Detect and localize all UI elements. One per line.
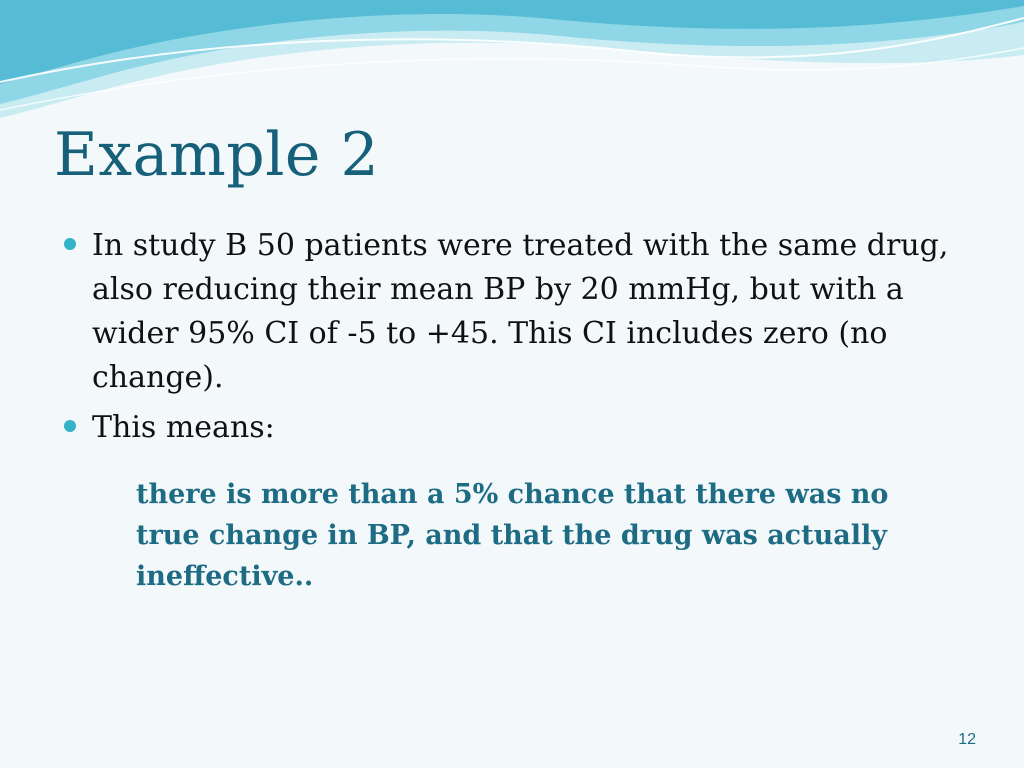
bullet-list	[62, 224, 962, 450]
slide-title: Example 2	[54, 120, 380, 190]
page-number: 12	[958, 731, 976, 748]
bullet-dot-icon	[64, 420, 76, 432]
bullet-item	[62, 406, 962, 450]
bullet-text: This means:	[92, 410, 275, 445]
bullet-text: In study B 50 patients were treated with the same drug, also reducing their mean BP by 20 mmHg, but with a wider 95% CI of -5 to +45. This CI includes zero (no change).	[92, 228, 949, 395]
bullet-dot-icon	[64, 238, 76, 250]
answer-text: there is more than a 5% chance that there was no true change in BP, and that the drug was actually ineffective..	[136, 479, 889, 592]
header-wave-decoration	[0, 0, 1024, 130]
bullet-item	[62, 224, 962, 400]
